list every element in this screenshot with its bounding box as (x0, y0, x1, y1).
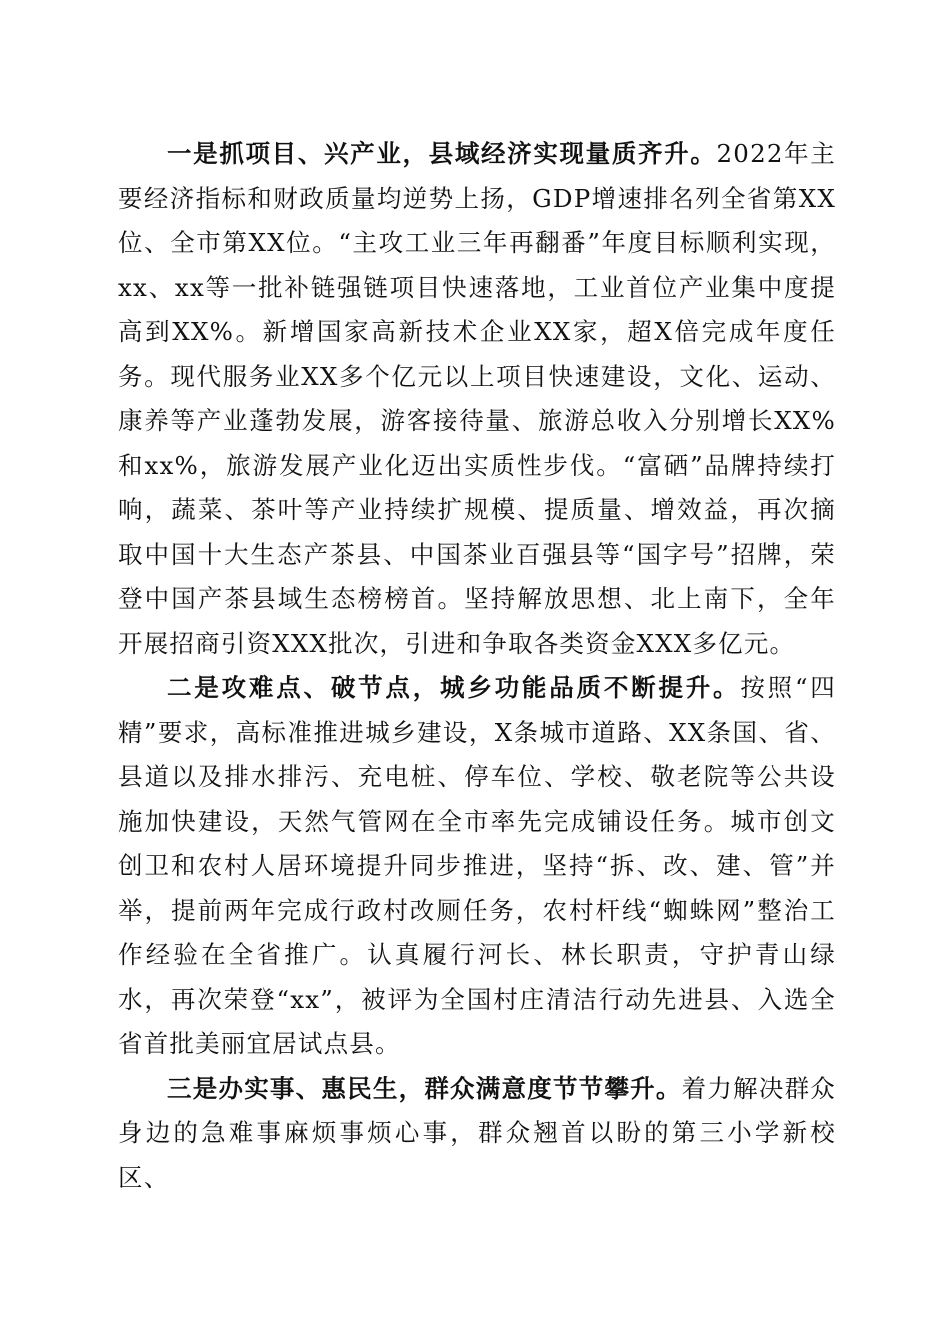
paragraph-3-heading: 三是办实事、惠民生，群众满意度节节攀升。 (167, 1073, 682, 1103)
paragraph-2-heading: 二是攻难点、破节点，城乡功能品质不断提升。 (167, 673, 741, 702)
paragraph-1 (118, 132, 836, 666)
paragraph-1-heading: 一是抓项目、兴产业，县域经济实现量质齐升。 (167, 139, 717, 168)
paragraph-3 (118, 1067, 836, 1201)
document-body (118, 132, 836, 1200)
paragraph-2-text: 按照“四精”要求，高标准推进城乡建设，X条城市道路、XX条国、省、县道以及排水排污、充电桩、停车位、学校、敬老院等公共设施加快建设，天然气管网在全市率先完成铺设任务。城市创文创卫和农村人居环境提升同步推进，坚持“拆、改、建、管”并举，提前两年完成行政村改厕任务，农村杆线“蜘蛛网”整治工作经验在全省推广。认真履行河长、林长职责，守护青山绿水，再次荣登“xx”，被评为全国村庄清洁行动先进县、入选全省首批美丽宜居试点县。 (118, 673, 836, 1058)
paragraph-2 (118, 666, 836, 1067)
paragraph-1-text: 2022年主要经济指标和财政质量均逆势上扬，GDP增速排名列全省第XX位、全市第XX位。“主攻工业三年再翻番”年度目标顺利实现，xx、xx等一批补链强链项目快速落地，工业首位产业集中度提高到XX%。新增国家高新技术企业XX家，超X倍完成年度任务。现代服务业XX多个亿元以上项目快速建设，文化、运动、康养等产业蓬勃发展，游客接待量、旅游总收入分别增长XX%和xx%，旅游发展产业化迈出实质性步伐。“富硒”品牌持续打响，蔬菜、茶叶等产业持续扩规模、提质量、增效益，再次摘取中国十大生态产茶县、中国茶业百强县等“国字号”招牌，荣登中国产茶县域生态榜榜首。坚持解放思想、北上南下，全年开展招商引资XXX批次，引进和争取各类资金XXX多亿元。 (118, 139, 836, 658)
paragraph-3-text: 着力解决群众身边的急难事麻烦事烦心事，群众翘首以盼的第三小学新校区、 (118, 1073, 836, 1192)
